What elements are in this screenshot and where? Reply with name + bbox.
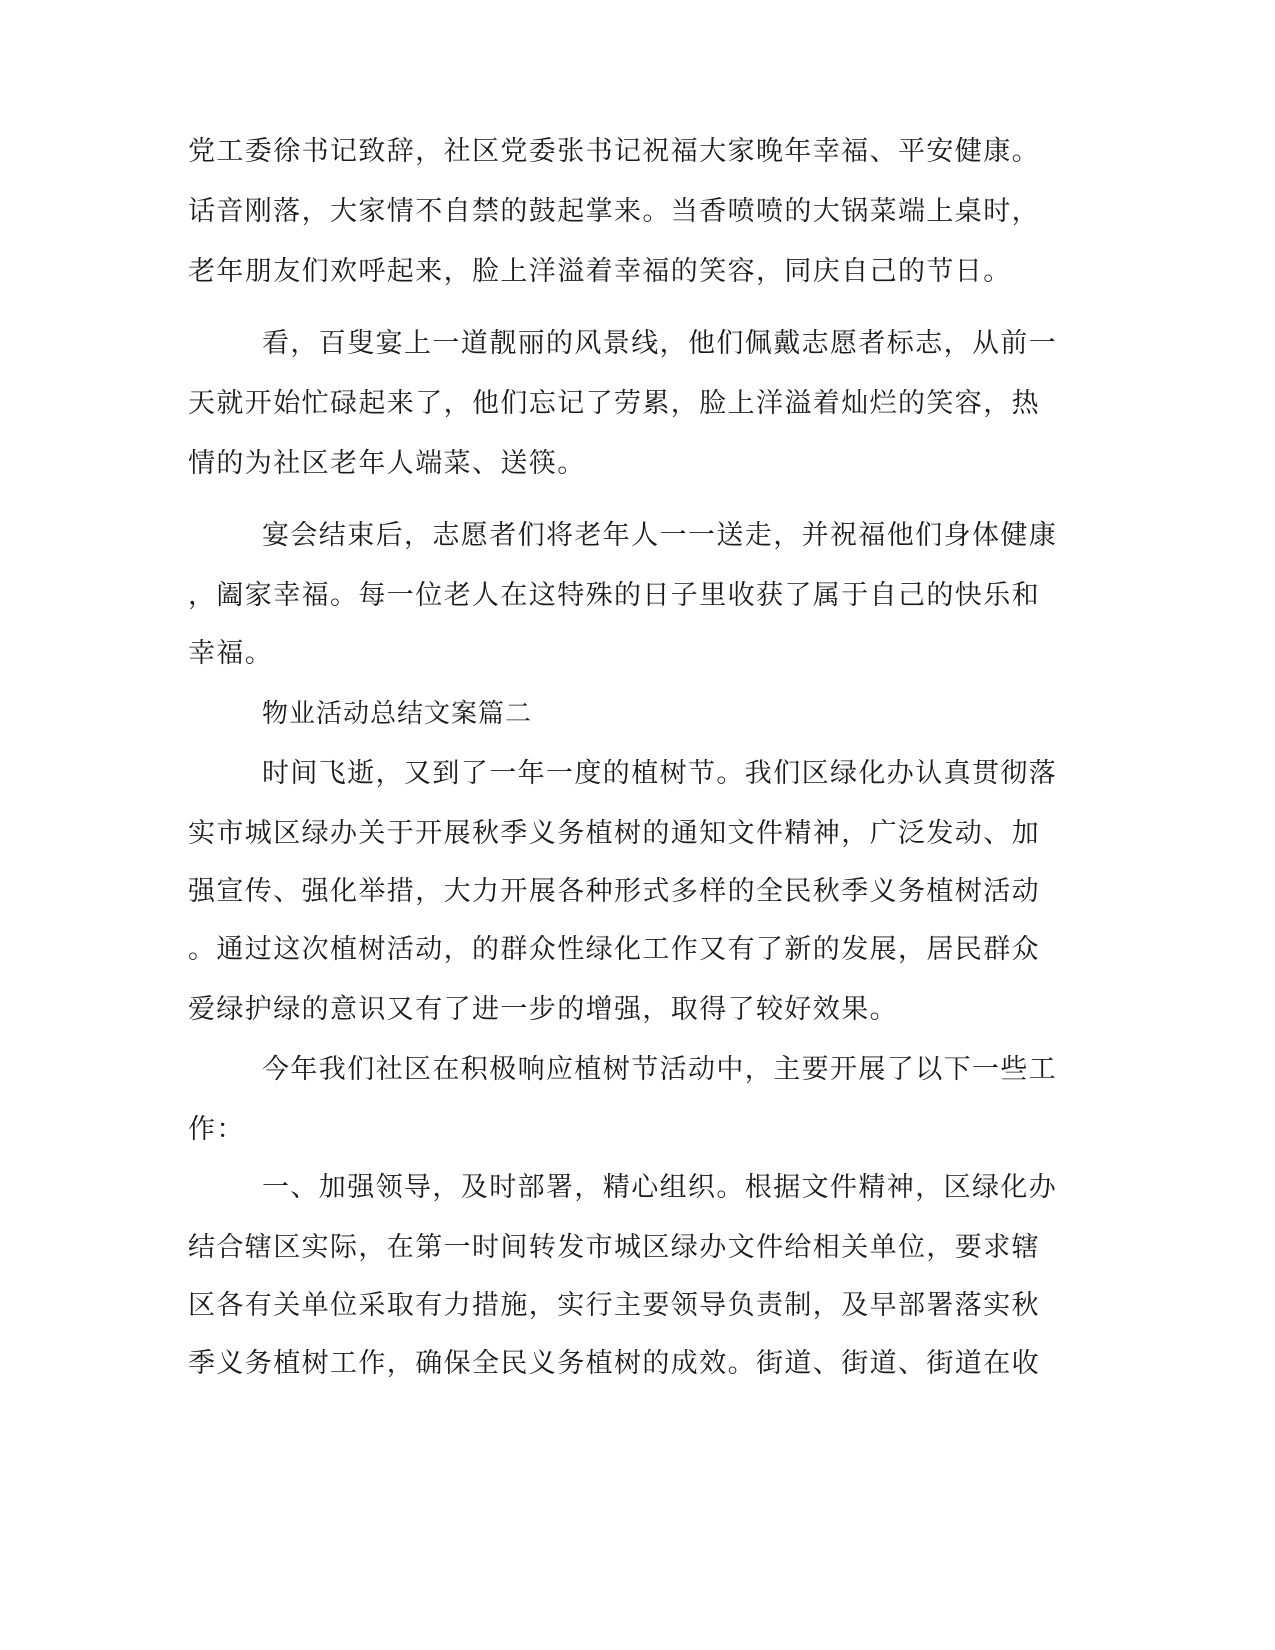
text-line: 老年朋友们欢呼起来，脸上洋溢着幸福的笑容，同庆自己的节日。 (188, 256, 1012, 287)
text-line: 季义务植树工作，确保全民义务植树的成效。街道、街道、街道在收 (188, 1348, 1040, 1379)
text-line: 话音刚落，大家情不自禁的鼓起掌来。当香喷喷的大锅菜端上桌时， (188, 196, 1040, 227)
text-line: 情的为社区老年人端菜、送筷。 (188, 448, 586, 479)
text-line: 实市城区绿办关于开展秋季义务植树的通知文件精神，广泛发动、加 (188, 818, 1040, 849)
text-line: 作： (188, 1114, 245, 1145)
section-heading: 物业活动总结文案篇二 (262, 699, 533, 729)
text-line: 区各有关单位采取有力措施，实行主要领导负责制，及早部署落实秋 (188, 1290, 1040, 1321)
text-line: 时间飞逝，又到了一年一度的植树节。我们区绿化办认真贯彻落 (262, 758, 1058, 789)
text-line: 。通过这次植树活动，的群众性绿化工作又有了新的发展，居民群众 (188, 934, 1040, 965)
text-line: 党工委徐书记致辞，社区党委张书记祝福大家晚年幸福、平安健康。 (188, 136, 1040, 167)
text-line: 宴会结束后，志愿者们将老年人一一送走，并祝福他们身体健康 (262, 520, 1058, 551)
text-line: 今年我们社区在积极响应植树节活动中，主要开展了以下一些工 (262, 1054, 1058, 1085)
text-line: 看，百叟宴上一道靓丽的风景线，他们佩戴志愿者标志，从前一 (262, 328, 1058, 359)
text-line: 爱绿护绿的意识又有了进一步的增强，取得了较好效果。 (188, 994, 898, 1025)
text-line: 强宣传、强化举措，大力开展各种形式多样的全民秋季义务植树活动 (188, 876, 1040, 907)
text-line: 一、加强领导，及时部署，精心组织。根据文件精神，区绿化办 (262, 1172, 1058, 1203)
text-line: 天就开始忙碌起来了，他们忘记了劳累，脸上洋溢着灿烂的笑容，热 (188, 388, 1040, 419)
text-line: 幸福。 (188, 638, 274, 669)
text-line: 结合辖区实际，在第一时间转发市城区绿办文件给相关单位，要求辖 (188, 1232, 1040, 1263)
text-line: ，阖家幸福。每一位老人在这特殊的日子里收获了属于自己的快乐和 (188, 580, 1040, 611)
